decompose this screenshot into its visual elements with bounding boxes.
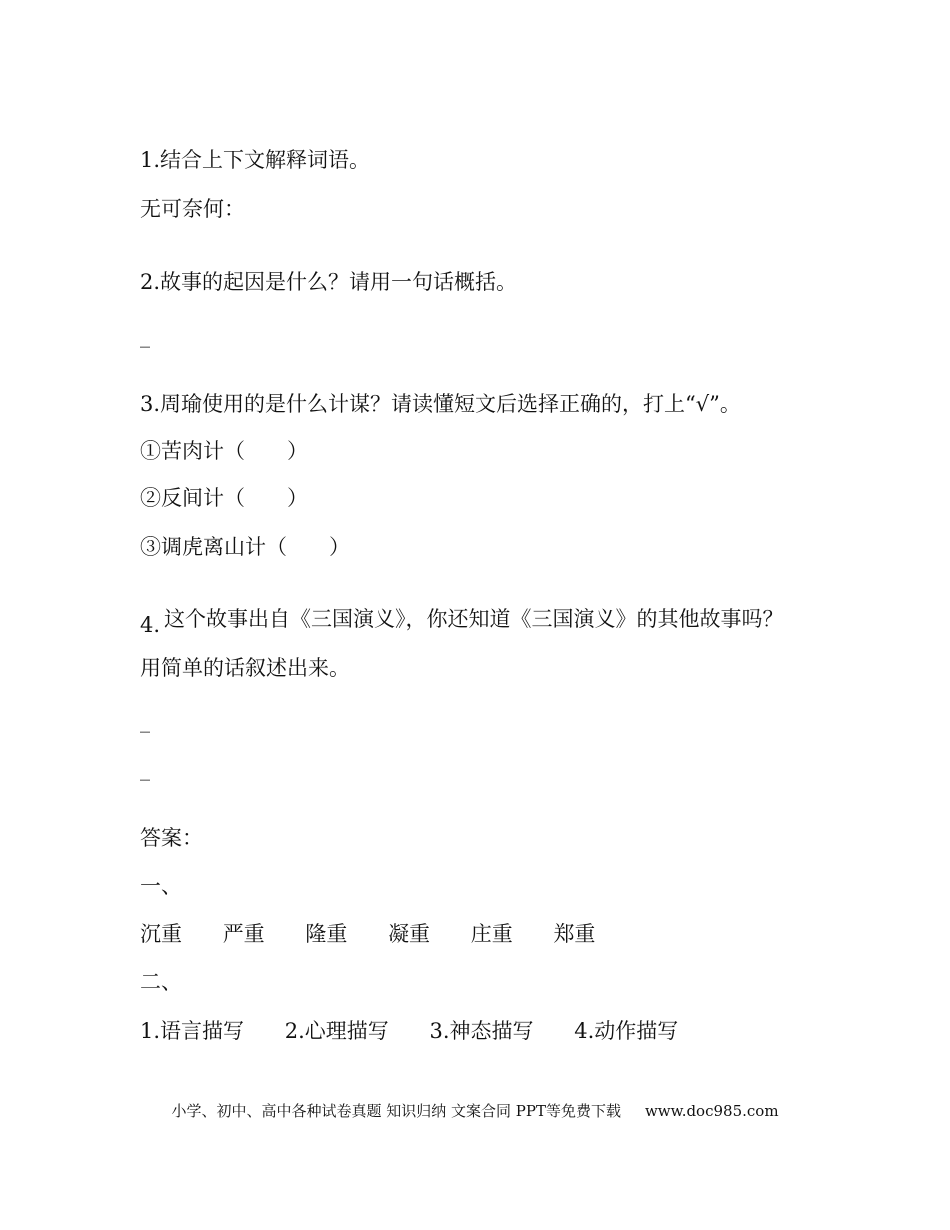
footer-text: 小学、初中、高中各种试卷真题 知识归纳 文案合同 PPT等免费下载	[171, 1102, 621, 1120]
question-4-text: 这个故事出自《三国演义》，你还知道《三国演义》的其他故事吗？	[164, 607, 784, 631]
page-footer	[0, 1100, 950, 1122]
question-4-text-line-2: 用简单的话叙述出来。	[140, 656, 350, 680]
answers-heading: 答案：	[140, 826, 203, 850]
answer-item: 1.语言描写	[140, 1019, 245, 1043]
question-1-title: 1.结合上下文解释词语。	[140, 148, 371, 172]
question-4-title	[140, 605, 784, 637]
option-3: ③调虎离山计（ ）	[140, 535, 350, 559]
answers-part-1-words	[140, 920, 629, 948]
answer-blank: _	[140, 324, 150, 348]
answers-part-2-items	[140, 1017, 712, 1045]
question-1-term: 无可奈何：	[140, 197, 245, 221]
answer-word: 凝重	[388, 922, 431, 946]
answer-word: 沉重	[140, 922, 182, 946]
answer-blank: _	[140, 709, 150, 733]
question-3-title: 3.周瑜使用的是什么计谋？请读懂短文后选择正确的，打上“√”。	[140, 392, 741, 416]
answer-word: 严重	[222, 922, 265, 946]
answers-part-2-label: 二、	[140, 970, 182, 994]
footer-website-link[interactable]: www.doc985.com	[644, 1102, 779, 1120]
answer-word: 庄重	[470, 922, 513, 946]
option-1: ①苦肉计（ ）	[140, 439, 308, 463]
option-2: ②反间计（ ）	[140, 486, 308, 510]
question-2-title: 2.故事的起因是什么？请用一句话概括。	[140, 270, 518, 294]
answer-word: 隆重	[305, 922, 348, 946]
answer-item: 2.心理描写	[284, 1019, 389, 1043]
answer-item: 4.动作描写	[574, 1019, 679, 1043]
question-4-number: 4.	[140, 613, 161, 637]
answers-part-1-label: 一、	[140, 874, 182, 898]
answer-word: 郑重	[553, 922, 596, 946]
answer-item: 3.神态描写	[429, 1019, 534, 1043]
answer-blank: _	[140, 757, 150, 781]
